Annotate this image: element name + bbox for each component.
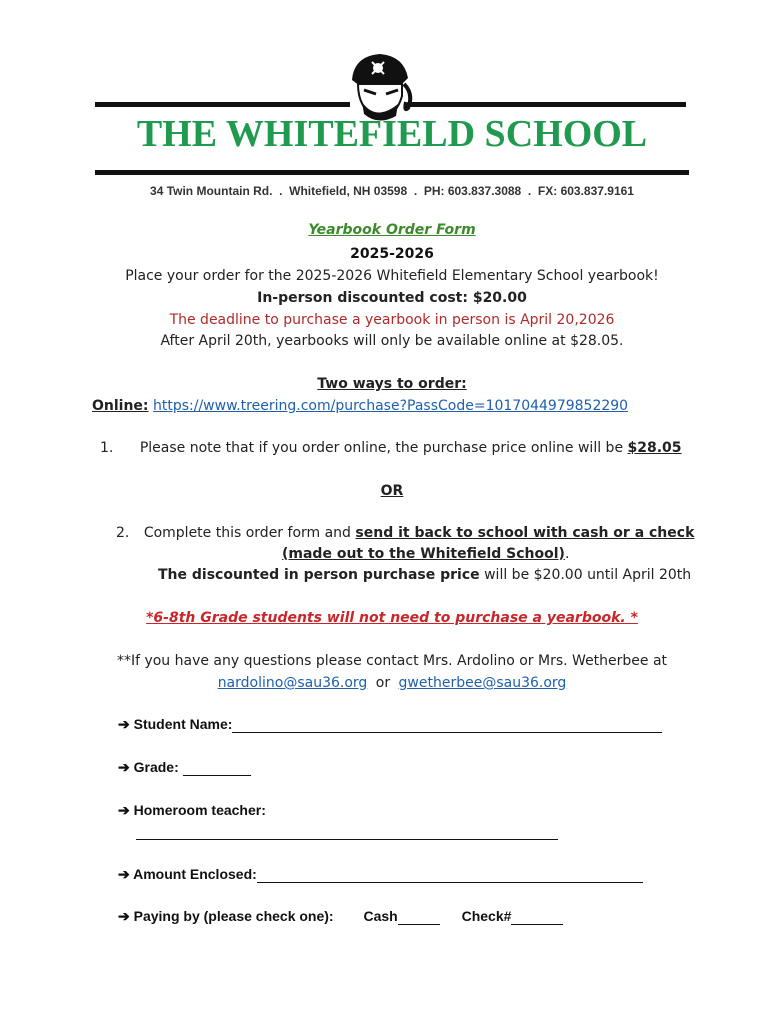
form-year: 2025-2026 — [350, 246, 434, 262]
arrow-icon: ➔ — [118, 908, 130, 924]
emails-line — [0, 675, 784, 691]
after-text: After April 20th, yearbooks will only be available online at $28.05. — [160, 333, 624, 349]
treering-link[interactable]: https://www.treering.com/purchase?PassCode=1017044979852290 — [152, 398, 629, 414]
item2-end: . — [564, 546, 570, 562]
paying-label: Paying by (please check one): — [133, 908, 334, 924]
list-item-2-cont — [282, 546, 569, 562]
discount-rest: will be $20.00 until April 20th — [479, 567, 692, 583]
item2-bold: send it back to school with cash or a check — [355, 525, 695, 541]
email-ardolino[interactable]: nardolino@sau36.org — [217, 675, 368, 691]
check-number-input[interactable] — [511, 910, 563, 925]
arrow-icon: ➔ — [118, 866, 130, 882]
student-name-label: Student Name: — [133, 716, 233, 732]
cash-checkbox[interactable] — [398, 910, 440, 925]
amount-label: Amount Enclosed: — [133, 866, 257, 882]
homeroom-input[interactable] — [136, 825, 558, 840]
student-name-field[interactable] — [118, 716, 662, 733]
grade-field[interactable] — [118, 759, 251, 776]
item2-text: Complete this order form and — [143, 525, 356, 541]
student-name-input[interactable] — [232, 718, 662, 733]
discount-bold: The discounted in person purchase price — [158, 567, 480, 583]
cost-text: In-person discounted cost: $20.00 — [257, 290, 527, 306]
school-name: THE WHITEFIELD SCHOOL — [136, 113, 648, 155]
item-number: 2. — [116, 525, 130, 541]
arrow-icon: ➔ — [118, 716, 130, 732]
online-label: Online: — [92, 398, 149, 414]
school-address: 34 Twin Mountain Rd. . Whitefield, NH 03598 . PH: 603.837.3088 . FX: 603.837.9161 — [150, 184, 634, 198]
deadline-text: The deadline to purchase a yearbook in person is April 20,2026 — [169, 312, 615, 328]
ways-heading: Two ways to order: — [317, 376, 467, 392]
grade-label: Grade: — [133, 759, 179, 775]
online-line — [92, 398, 628, 414]
grade-input[interactable] — [183, 761, 251, 776]
header-rule-bottom — [95, 170, 689, 175]
amount-field[interactable] — [118, 866, 643, 883]
homeroom-field[interactable] — [118, 802, 266, 819]
amount-input[interactable] — [257, 868, 643, 883]
paying-field — [118, 908, 563, 925]
email-or: or — [375, 675, 391, 691]
item1-text: Please note that if you order online, the purchase price online will be — [139, 440, 628, 456]
homeroom-label: Homeroom teacher: — [133, 802, 266, 818]
arrow-icon: ➔ — [118, 759, 130, 775]
header-rule-left — [95, 102, 350, 107]
online-price: $28.05 — [627, 440, 682, 456]
grade-note: *6-8th Grade students will not need to purchase a yearbook. * — [146, 610, 638, 626]
item-number: 1. — [100, 440, 114, 456]
check-label: Check# — [461, 908, 512, 924]
header-rule-right — [410, 102, 686, 107]
item2-bold2: (made out to the Whitefield School) — [282, 546, 565, 562]
arrow-icon: ➔ — [118, 802, 130, 818]
contact-text: **If you have any questions please contact Mrs. Ardolino or Mrs. Wetherbee at — [116, 653, 668, 669]
list-item-1 — [100, 440, 682, 456]
list-item-2 — [116, 525, 694, 541]
intro-text: Place your order for the 2025-2026 Whitefield Elementary School yearbook! — [125, 268, 659, 284]
discount-line — [158, 567, 691, 583]
email-wetherbee[interactable]: gwetherbee@sau36.org — [398, 675, 567, 691]
cash-label: Cash — [363, 908, 398, 924]
or-text: OR — [380, 483, 404, 499]
form-title: Yearbook Order Form — [308, 222, 476, 238]
